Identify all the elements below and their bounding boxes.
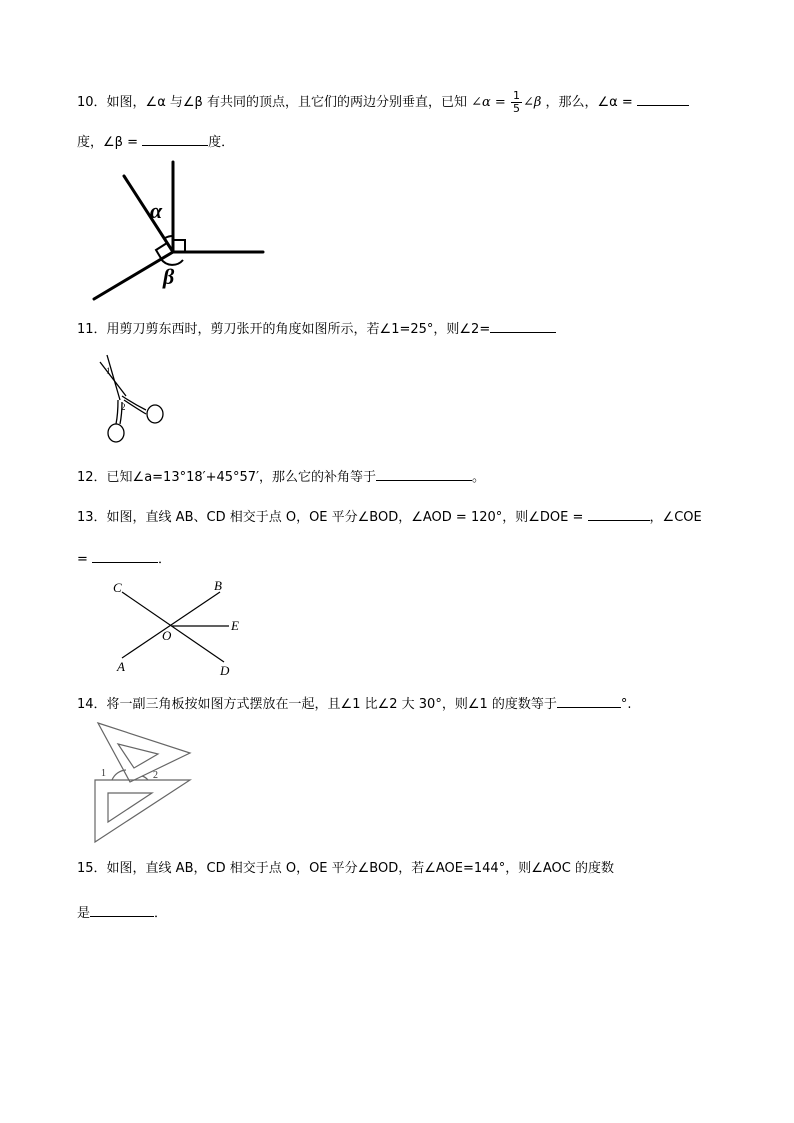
q10-fig-alpha: α: [150, 198, 163, 223]
q13-text: 13．如图，直线 AB、CD 相交于点 O，OE 平分∠BOD，∠AOD = 120°，则∠DOE =: [77, 510, 588, 525]
q10-figure: [88, 160, 273, 305]
q13-line2-prefix: =: [77, 552, 93, 567]
q14-set-squares-figure: [90, 720, 195, 845]
q10-eq-lhs: ∠α =: [471, 95, 506, 110]
q15-line2-prefix: 是: [77, 906, 91, 921]
q11-blade-2: [107, 355, 120, 400]
q14-answer-blank[interactable]: [557, 693, 621, 708]
q13-line-cd: [122, 592, 224, 662]
q14-fig-label-1: 1: [101, 768, 106, 779]
q10-fraction: [511, 90, 522, 115]
q10-frac-num: 1: [512, 89, 520, 102]
q13-fig-label-c: C: [113, 580, 122, 595]
q15-text: 15．如图，直线 AB，CD 相交于点 O，OE 平分∠BOD，若∠AOE=144°，则∠AOC 的度数: [77, 861, 614, 876]
q11-line1: [77, 318, 556, 339]
q10-answer-blank-2[interactable]: [142, 131, 208, 146]
q13-fig-label-d: D: [220, 663, 230, 678]
q15-line2-suffix: ．: [154, 906, 168, 921]
q11-fig-label-2: 2: [121, 402, 126, 412]
q10-line2: [77, 131, 234, 152]
q11-handle-1b: [124, 400, 146, 414]
q10-prefix: 10．如图，∠α 与∠β 有共同的顶点，且它们的两边分别垂直，已知: [77, 95, 467, 110]
q11-scissors-figure: [94, 352, 169, 447]
q10-answer-blank-1[interactable]: [637, 91, 689, 106]
q13-line2-suffix: ．: [158, 552, 172, 567]
q14-upper-triangle-outer: [98, 723, 190, 782]
q11-fig-label-1: 1: [106, 366, 111, 376]
q13-line1: [77, 506, 702, 527]
q13-answer-blank-2[interactable]: [92, 548, 158, 563]
q13-line2: [77, 548, 171, 569]
q14-upper-triangle-inner: [118, 744, 158, 768]
q10-eq-rhs: ∠β: [522, 95, 542, 110]
q10-fig-beta: β: [163, 264, 175, 289]
q12-suffix: 。: [472, 470, 486, 485]
q10-line2-suffix: 度．: [208, 135, 235, 150]
q10-suffix: ，那么，∠α =: [545, 95, 637, 110]
q13-fig-label-e: E: [231, 618, 239, 633]
q11-handle-2: [116, 400, 118, 424]
q11-answer-blank[interactable]: [490, 318, 556, 333]
q10-frac-den: 5: [512, 102, 520, 115]
q11-ring-2: [108, 424, 124, 442]
q11-handle-1: [122, 396, 146, 410]
q10-ray-upper-left: [124, 176, 173, 252]
q14-suffix: °.: [620, 697, 632, 712]
q12-text: 12．已知∠a=13°18′+45°57′，那么它的补角等于: [77, 470, 377, 485]
q15-answer-blank[interactable]: [90, 902, 154, 917]
q14-text: 14．将一副三角板按如图方式摆放在一起，且∠1 比∠2 大 30°，则∠1 的度数等于: [77, 697, 557, 712]
q15-line2: [77, 902, 167, 923]
q14-line1: [77, 693, 632, 714]
q14-lower-triangle-inner: [108, 793, 152, 822]
q10-right-angle-mark-1: [173, 240, 185, 252]
q13-fig-label-o: O: [162, 628, 172, 643]
q13-fig-label-a: A: [117, 659, 125, 674]
q15-line1: [77, 860, 614, 878]
q13-figure: [108, 578, 258, 678]
q11-text: 11．用剪刀剪东西时，剪刀张开的角度如图所示，若∠1=25°，则∠2=: [77, 322, 491, 337]
q11-ring-1: [147, 405, 163, 423]
q13-answer-blank-1[interactable]: [588, 506, 650, 521]
q13-mid: ，∠COE: [649, 510, 702, 525]
q10-line2-prefix: 度，∠β =: [77, 135, 143, 150]
q13-fig-label-b: B: [214, 578, 222, 593]
q12-answer-blank[interactable]: [376, 466, 472, 481]
q14-lower-triangle-outer: [95, 780, 190, 842]
q10-line1: [77, 90, 689, 115]
q14-fig-label-2: 2: [153, 770, 158, 781]
q12-line1: [77, 466, 485, 487]
q11-blade-1: [100, 362, 126, 396]
